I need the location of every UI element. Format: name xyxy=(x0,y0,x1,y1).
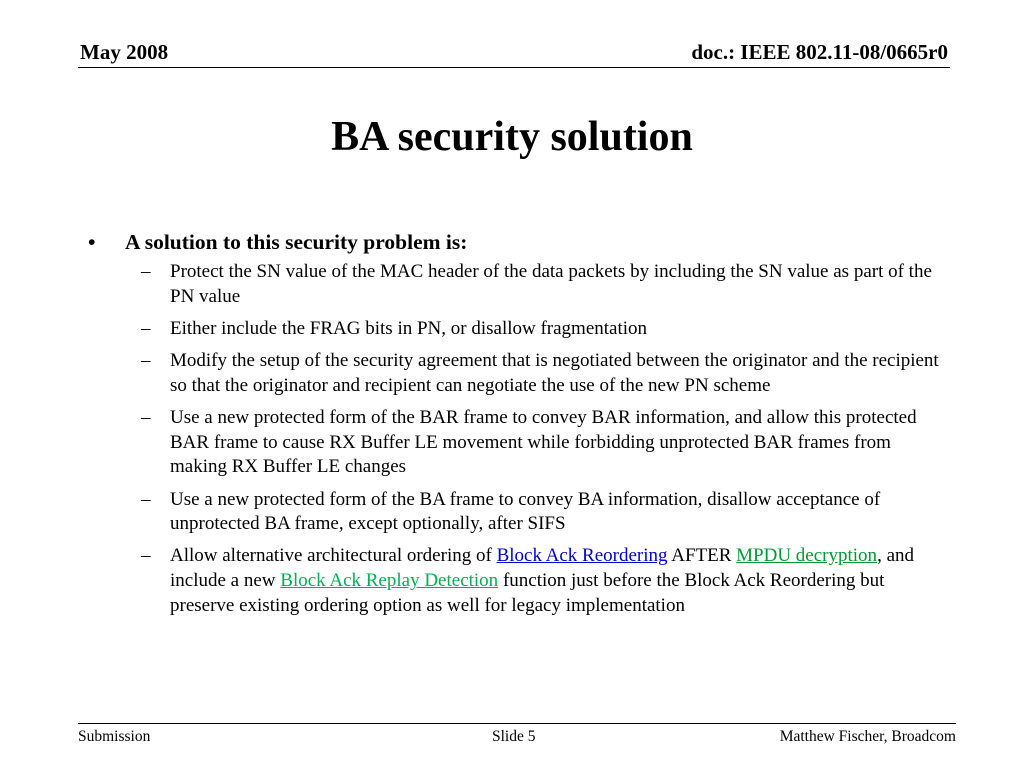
sub-bullet-2 xyxy=(88,317,948,342)
block-ack-reordering-link[interactable]: Block Ack Reordering xyxy=(496,545,668,567)
dash-icon: – xyxy=(141,349,151,371)
text-segment: , and include a new xyxy=(170,545,914,592)
sub-bullet-text: Modify the setup of the security agreement that is negotiated between the originator and the recipient so that the originator and recipient can negotiate the use of the new PN scheme xyxy=(170,349,939,396)
block-ack-replay-detection-link[interactable]: Block Ack Replay Detection xyxy=(280,570,499,592)
sub-bullet-6 xyxy=(88,544,948,618)
sub-bullet-4 xyxy=(88,406,948,480)
text-segment: Allow alternative architectural ordering of xyxy=(170,545,497,567)
dash-icon: – xyxy=(141,545,151,567)
sub-bullet-text: Protect the SN value of the MAC header of the data packets by including the SN value as part of the PN value xyxy=(170,261,932,307)
footer-submission: Submission xyxy=(78,728,151,745)
sub-bullet-5 xyxy=(88,488,948,538)
sub-bullet-text: Use a new protected form of the BA frame to convey BA information, disallow acceptance of unprotected BA frame, except optionally, after SIFS xyxy=(170,488,881,535)
slide-content xyxy=(88,229,948,626)
dash-icon: – xyxy=(141,406,151,428)
slide-title: BA security solution xyxy=(331,114,693,160)
sub-bullet-text: Use a new protected form of the BAR frame to convey BAR information, and allow this protected BAR frame to cause RX Buffer LE movement while forbidding unprotected BAR frames from making RX Buffer LE changes xyxy=(170,406,917,478)
text-segment: function just before the Block Ack Reordering but preserve existing ordering option as well for legacy implementation xyxy=(170,570,885,617)
footer-author: Matthew Fischer, Broadcom xyxy=(779,728,956,745)
header-doc-id: doc.: IEEE 802.11-08/0665r0 xyxy=(691,40,948,64)
footer-slide-number: Slide 5 xyxy=(492,728,536,745)
main-bullet-text: A solution to this security problem is: xyxy=(125,230,468,254)
footer-divider xyxy=(78,723,956,724)
bullet-icon: • xyxy=(88,230,96,254)
main-bullet xyxy=(88,229,948,256)
header-divider xyxy=(78,67,950,68)
sub-bullet-list xyxy=(88,260,948,619)
sub-bullet-3 xyxy=(88,349,948,399)
mpdu-decryption-link[interactable]: MPDU decryption xyxy=(736,545,878,567)
sub-bullet-text: Either include the FRAG bits in PN, or disallow fragmentation xyxy=(170,317,648,339)
sub-bullet-text xyxy=(170,545,914,616)
dash-icon: – xyxy=(141,488,151,510)
text-segment: AFTER xyxy=(667,545,737,567)
dash-icon: – xyxy=(141,317,151,339)
sub-bullet-1 xyxy=(88,260,948,310)
dash-icon: – xyxy=(141,261,151,282)
header-date: May 2008 xyxy=(80,40,169,64)
